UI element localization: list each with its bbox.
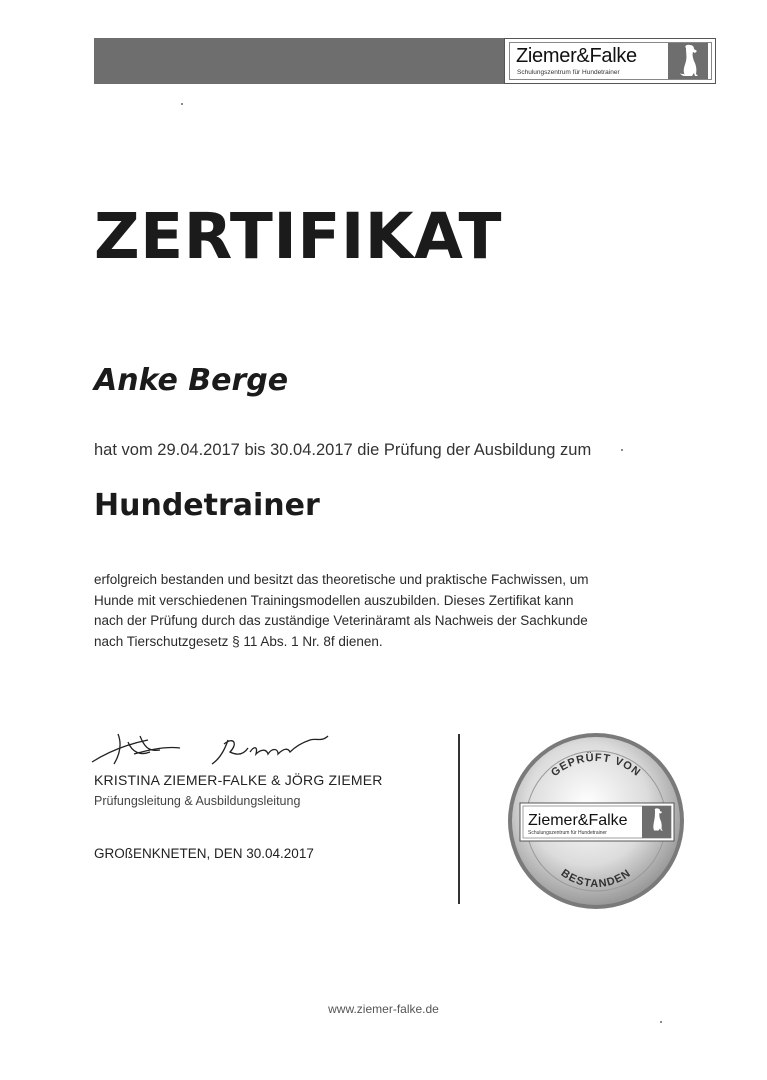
seal-brand-tagline: Schulungszentrum für Hundetrainer (528, 830, 607, 836)
description-line: nach Tierschutzgesetz § 11 Abs. 1 Nr. 8f dienen. (94, 633, 383, 649)
header-bar (94, 38, 504, 84)
recipient-name: Anke Berge (94, 363, 289, 398)
brand-tagline: Schulungszentrum für Hundetrainer (517, 69, 620, 76)
dog-icon (668, 43, 708, 79)
scan-speck (660, 1021, 662, 1023)
signer-names: KRISTINA ZIEMER-FALKE & JÖRG ZIEMER (94, 772, 383, 788)
footer-url: www.ziemer-falke.de (328, 1002, 439, 1016)
approval-seal (506, 731, 686, 911)
handwritten-signature (88, 722, 348, 772)
intro-text: hat vom 29.04.2017 bis 30.04.2017 die Prüfung der Ausbildung zum (94, 441, 592, 459)
brand-name: Ziemer&Falke (516, 45, 637, 67)
signer-roles: Prüfungsleitung & Ausbildungsleitung (94, 794, 301, 808)
vertical-divider (458, 734, 460, 904)
description-text (94, 570, 654, 652)
brand-logo-frame (509, 42, 712, 80)
certificate-title: ZERTIFIKAT (94, 200, 502, 273)
place-date: GROßENKNETEN, DEN 30.04.2017 (94, 846, 314, 861)
scan-speck (181, 103, 183, 105)
description-line: nach der Prüfung durch das zuständige Veterinäramt als Nachweis der Sachkunde (94, 613, 588, 628)
seal-brand-name: Ziemer&Falke (528, 812, 628, 829)
description-line: Hunde mit verschiedenen Trainingsmodellen auszubilden. Dieses Zertifikat kann (94, 592, 574, 608)
seal-top-text: GEPRÜFT VON (549, 751, 644, 780)
scan-speck (621, 449, 623, 451)
description-line: erfolgreich bestanden und besitzt das theoretische und praktische Fachwissen, um (94, 572, 589, 587)
course-name: Hundetrainer (94, 488, 320, 523)
seal-bottom-text: BESTANDEN (558, 867, 634, 891)
brand-logo (504, 38, 716, 84)
